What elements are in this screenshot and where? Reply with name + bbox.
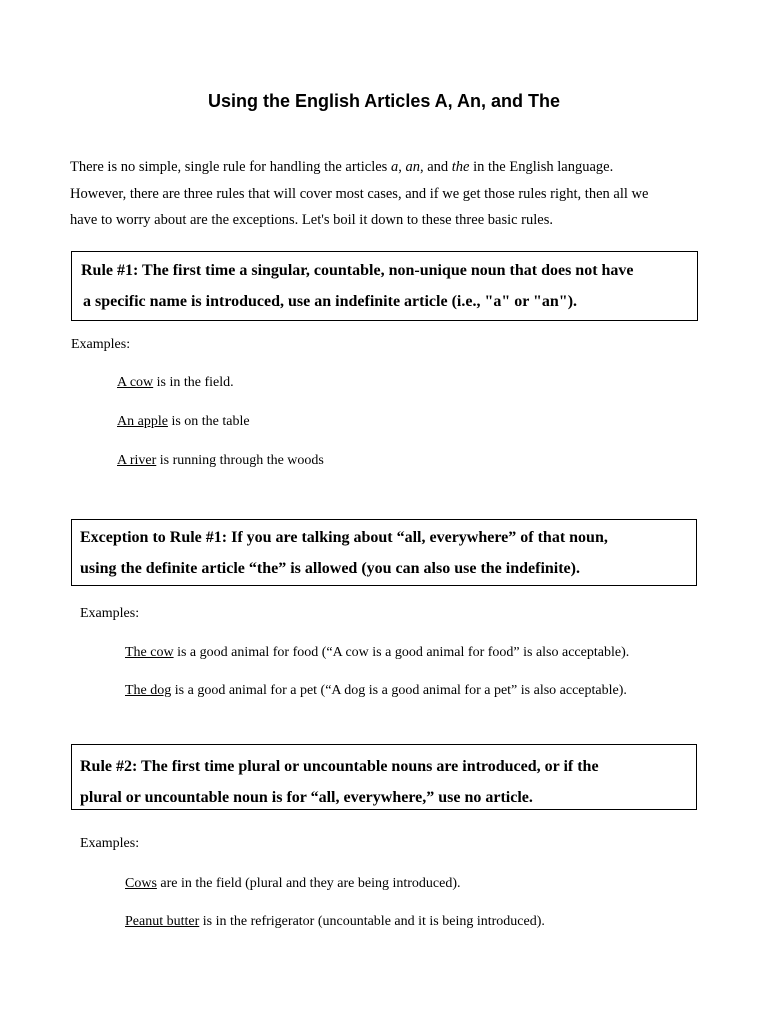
example-rest: is running through the woods xyxy=(156,453,324,468)
example-rest: is a good animal for a pet (“A dog is a good animal for a pet” is also acceptable). xyxy=(171,683,627,698)
exception-1-line-1: Exception to Rule #1: If you are talking about “all, everywhere” of that noun, xyxy=(80,529,608,546)
rule-2-example-1 xyxy=(125,874,461,894)
rule-2-line-1: Rule #2: The first time plural or uncountable nouns are introduced, or if the xyxy=(80,758,599,775)
intro-line-1-start: There is no simple, single rule for handling the articles xyxy=(70,159,391,175)
example-rest: is on the table xyxy=(167,414,250,429)
example-underlined-phrase: A cow xyxy=(117,375,154,390)
intro-separator-2: , and xyxy=(419,159,452,175)
rule-1-line-2: a specific name is introduced, use an indefinite article (i.e., "a" or "an"). xyxy=(83,293,578,310)
rule-1-example-1 xyxy=(117,373,234,393)
rule-1-example-3 xyxy=(117,451,324,471)
intro-line-1-end: in the English language. xyxy=(469,159,614,175)
example-rest: is in the field. xyxy=(153,375,234,390)
rule-1-example-2 xyxy=(117,412,250,432)
example-rest: is a good animal for food (“A cow is a good animal for food” is also acceptable). xyxy=(173,645,630,660)
example-underlined-phrase: Peanut butter xyxy=(125,914,200,929)
rule-2-line-2: plural or uncountable noun is for “all, everywhere,” use no article. xyxy=(80,789,533,806)
example-underlined-phrase: An apple xyxy=(117,414,168,429)
rule-1-examples-label: Examples: xyxy=(71,337,131,352)
intro-separator-1: , xyxy=(398,159,406,175)
article-a: a xyxy=(390,159,399,175)
rule-2-box xyxy=(71,744,697,810)
document-title: Using the English Articles A, An, and The xyxy=(207,91,561,111)
rule-1-line-1: Rule #1: The first time a singular, countable, non-unique noun that does not have xyxy=(81,262,634,279)
intro-line-1 xyxy=(70,154,710,181)
example-underlined-phrase: Cows xyxy=(125,876,157,891)
exception-1-example-1 xyxy=(125,643,629,663)
example-underlined-phrase: The cow xyxy=(125,645,174,660)
example-rest: are in the field (plural and they are being introduced). xyxy=(156,876,461,891)
intro-line-3: have to worry about are the exceptions. Let's boil it down to these three basic rules. xyxy=(70,212,553,228)
intro-paragraph xyxy=(70,154,710,234)
article-an: an xyxy=(405,159,420,175)
exception-1-example-2 xyxy=(125,681,627,701)
example-rest: is in the refrigerator (uncountable and it is being introduced). xyxy=(199,914,545,929)
article-the: the xyxy=(451,159,470,175)
exception-1-line-2: using the definite article “the” is allowed (you can also use the indefinite). xyxy=(80,560,580,577)
rule-1-box xyxy=(71,251,698,321)
rule-2-example-2 xyxy=(125,912,545,932)
intro-line-2: However, there are three rules that will cover most cases, and if we get those rules right, then all we xyxy=(70,185,649,202)
exception-1-box xyxy=(71,519,697,586)
example-underlined-phrase: The dog xyxy=(125,683,172,698)
rule-2-examples-label: Examples: xyxy=(80,836,140,851)
example-underlined-phrase: A river xyxy=(117,453,157,468)
exception-1-examples-label: Examples: xyxy=(80,606,140,621)
